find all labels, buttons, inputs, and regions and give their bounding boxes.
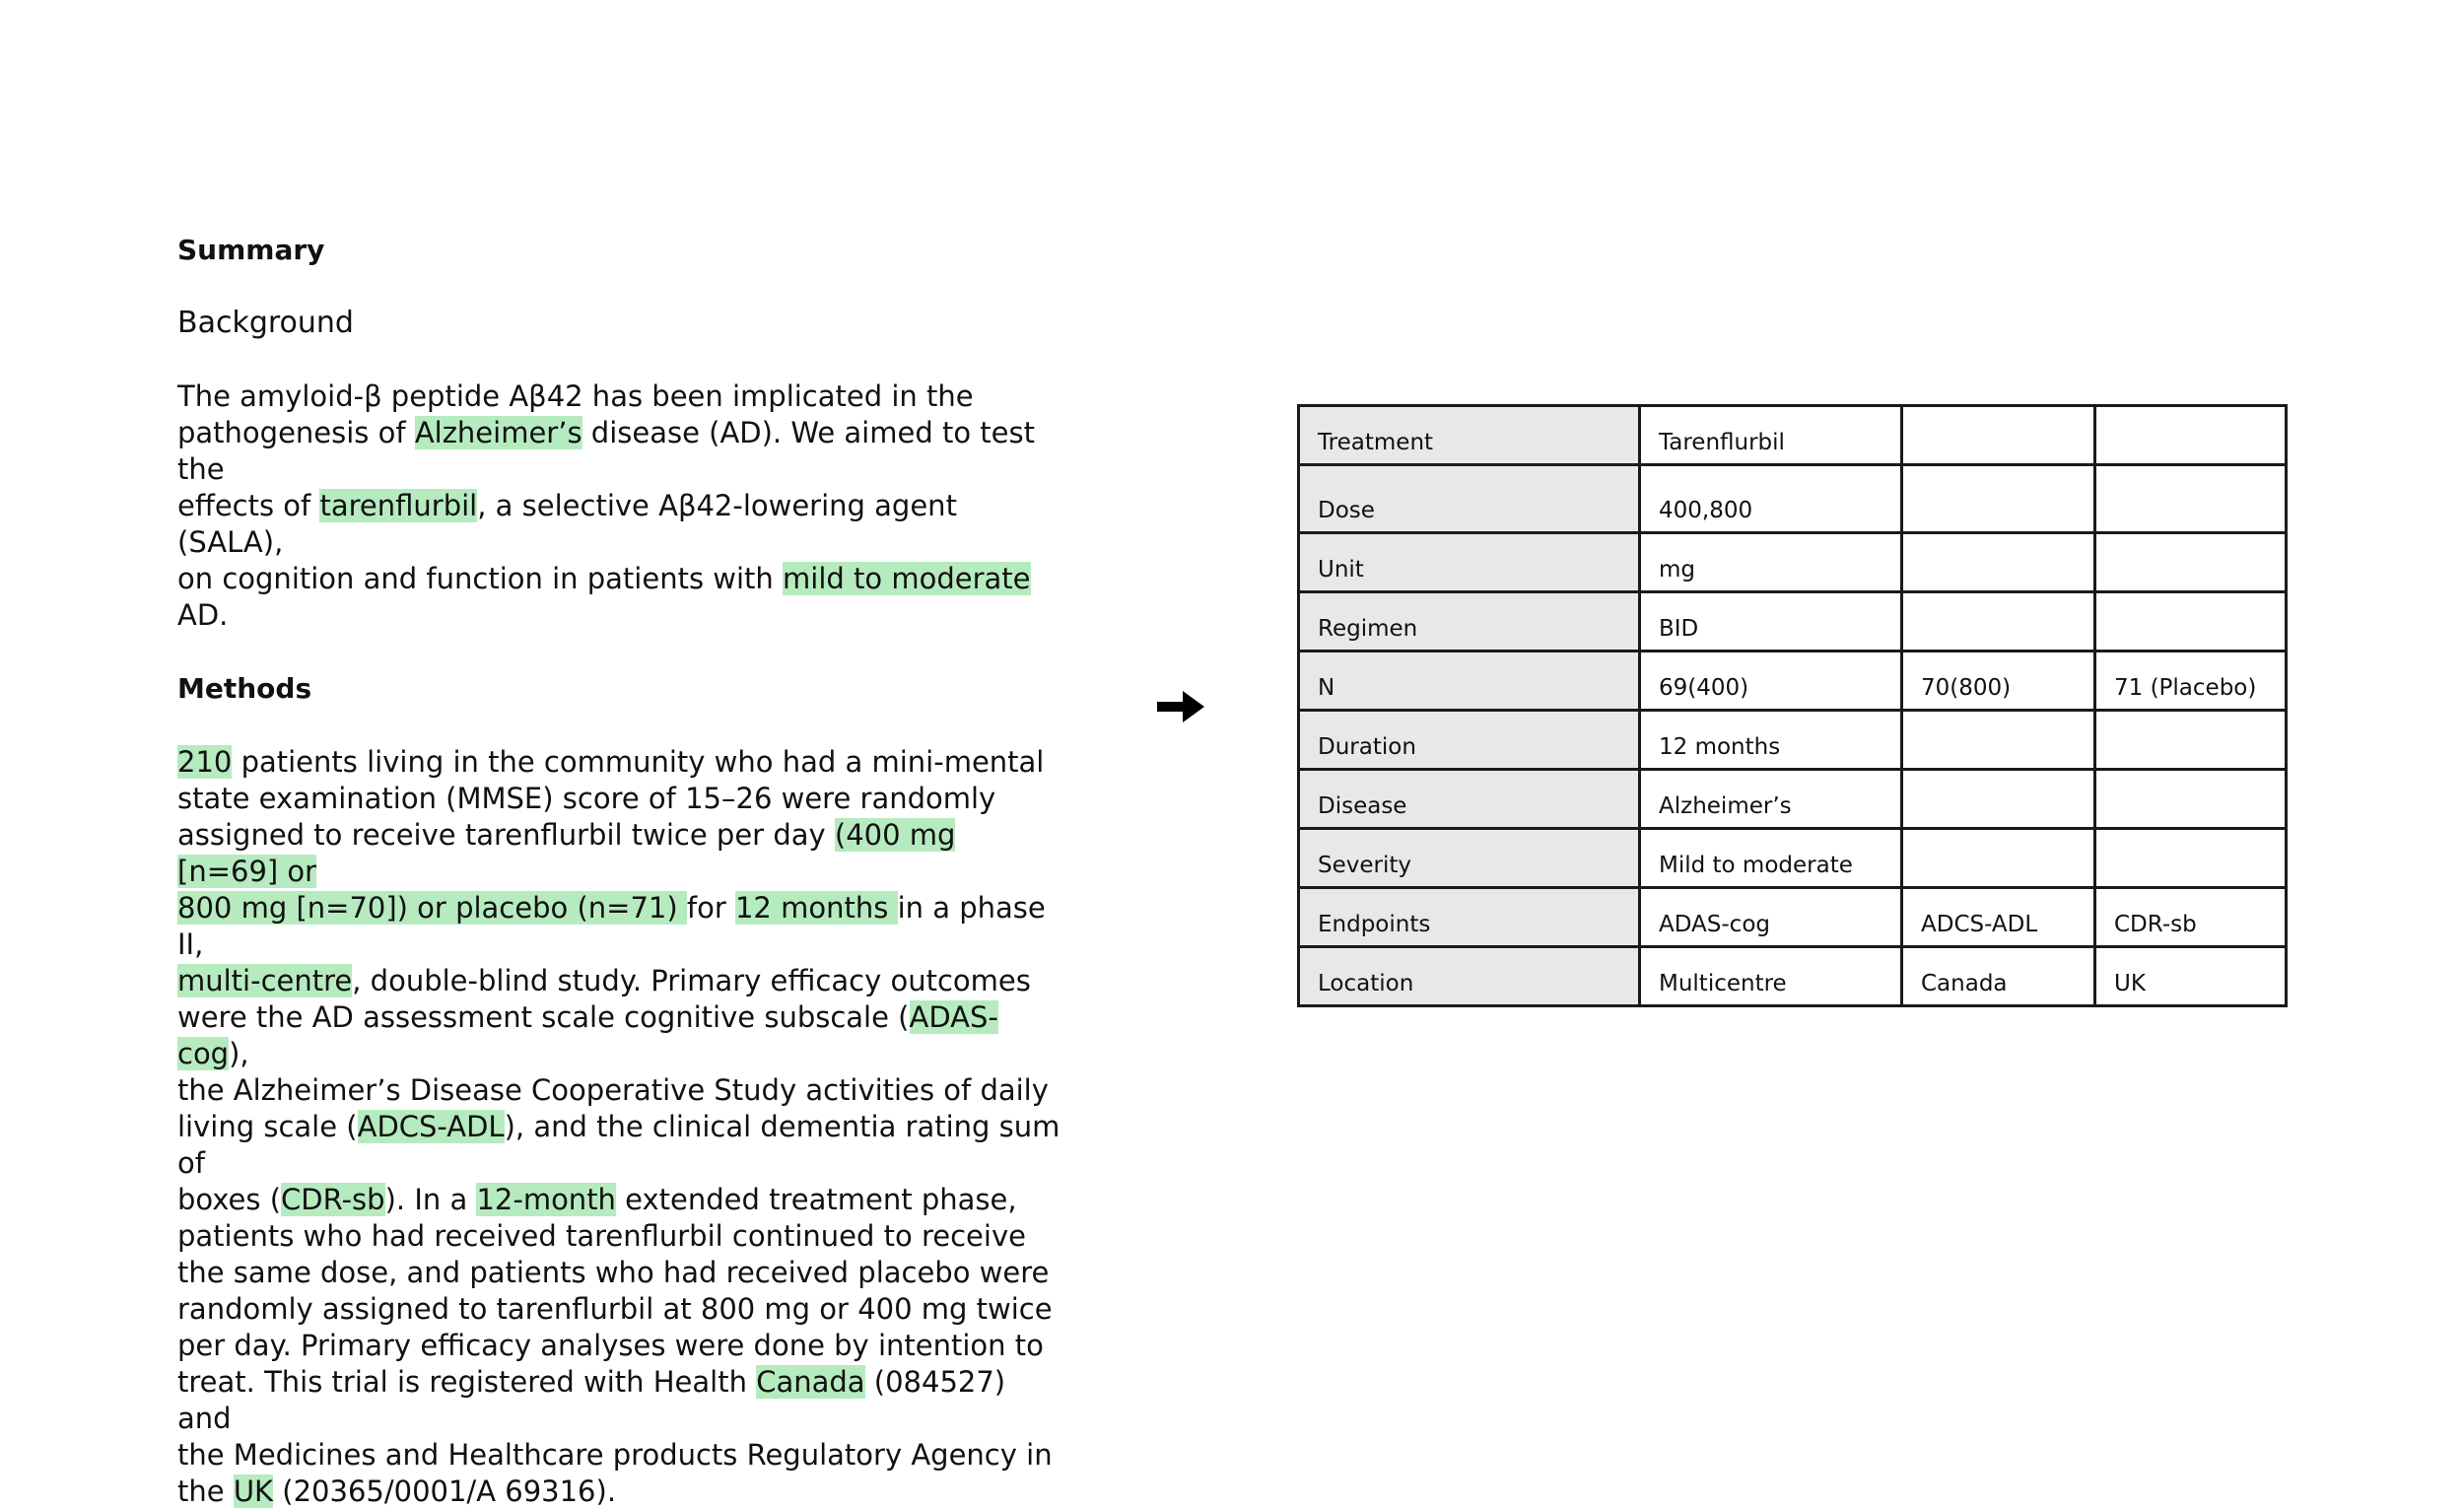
text-line [177, 1072, 1064, 1109]
text-segment: patients who had received tarenflurbil continued to receive [177, 1219, 1026, 1253]
methods-paragraph [177, 744, 1064, 1510]
text-segment: randomly assigned to tarenflurbil at 800 mg or 400 mg twice [177, 1292, 1053, 1326]
row-label-cell: Regimen [1299, 592, 1640, 652]
value-cell [1902, 770, 2095, 829]
text-segment: (20365/0001/A 69316). [273, 1475, 617, 1508]
text-line [177, 1437, 1064, 1474]
highlighted-phrase: 12-month [476, 1183, 616, 1216]
value-cell [2095, 770, 2287, 829]
text-segment: effects of [177, 489, 320, 522]
text-segment: state examination (MMSE) score of 15–26 were randomly [177, 782, 996, 815]
text-line [177, 1255, 1064, 1291]
value-cell: ADAS-cog [1640, 888, 1902, 947]
value-cell [2095, 533, 2287, 592]
row-label-cell: Endpoints [1299, 888, 1640, 947]
text-segment: in a phase II, [177, 891, 1046, 961]
table-row [1299, 592, 2287, 652]
table-row [1299, 888, 2287, 947]
value-cell [2095, 711, 2287, 770]
highlighted-phrase: ADAS-cog [177, 1000, 998, 1070]
text-segment: per day. Primary efficacy analyses were done by intention to [177, 1329, 1044, 1362]
text-line [177, 415, 1064, 488]
row-label-cell: N [1299, 652, 1640, 711]
text-segment: living scale ( [177, 1110, 358, 1143]
text-line [177, 1291, 1064, 1328]
value-cell [1902, 829, 2095, 888]
text-line [177, 1364, 1064, 1437]
text-line [177, 999, 1064, 1072]
row-label-cell: Location [1299, 947, 1640, 1006]
row-label-cell: Dose [1299, 465, 1640, 533]
text-segment: for [686, 891, 735, 925]
background-heading: Background [177, 306, 354, 340]
table-row [1299, 533, 2287, 592]
table-row [1299, 711, 2287, 770]
row-label-cell: Treatment [1299, 406, 1640, 465]
highlighted-phrase: ADCS-ADL [357, 1110, 505, 1143]
text-segment: the [177, 1475, 234, 1508]
text-segment: ), [229, 1037, 249, 1070]
text-segment: ), and the clinical dementia rating sum of [177, 1110, 1061, 1180]
table-row [1299, 652, 2287, 711]
value-cell: Alzheimer’s [1640, 770, 1902, 829]
table-row [1299, 406, 2287, 465]
text-segment: disease (AD). We aimed to test the [177, 416, 1035, 486]
summary-heading: Summary [177, 234, 325, 266]
text-segment: the Alzheimer’s Disease Cooperative Study activities of daily [177, 1073, 1049, 1107]
text-line [177, 1182, 1064, 1218]
text-line [177, 1328, 1064, 1364]
text-segment: extended treatment phase, [615, 1183, 1017, 1216]
text-segment: The amyloid-β peptide Aβ42 has been implicated in the [177, 379, 974, 413]
row-label-cell: Severity [1299, 829, 1640, 888]
value-cell: Mild to moderate [1640, 829, 1902, 888]
table-row [1299, 829, 2287, 888]
text-segment: the same dose, and patients who had received placebo were [177, 1256, 1050, 1289]
text-segment: were the AD assessment scale cognitive subscale ( [177, 1000, 910, 1034]
value-cell: Multicentre [1640, 947, 1902, 1006]
value-cell [1902, 533, 2095, 592]
text-line [177, 781, 1064, 817]
methods-heading: Methods [177, 672, 312, 705]
highlighted-phrase: multi-centre [177, 964, 353, 997]
value-cell: 12 months [1640, 711, 1902, 770]
background-paragraph [177, 378, 1064, 634]
text-line [177, 817, 1064, 890]
highlighted-phrase: Canada [756, 1365, 865, 1399]
row-label-cell: Unit [1299, 533, 1640, 592]
highlighted-phrase: 12 months [734, 891, 898, 925]
text-line [177, 378, 1064, 415]
table-row [1299, 770, 2287, 829]
highlighted-phrase: 800 mg [n=70]) or placebo (n=71) [177, 891, 687, 925]
text-line [177, 963, 1064, 999]
extraction-table [1297, 404, 2288, 1007]
text-segment: treat. This trial is registered with Health [177, 1365, 757, 1399]
value-cell: Canada [1902, 947, 2095, 1006]
text-segment: AD. [177, 598, 229, 632]
text-line [177, 597, 1064, 634]
text-line [177, 890, 1064, 963]
text-line [177, 561, 1064, 597]
value-cell [1902, 592, 2095, 652]
abstract [177, 233, 1064, 1510]
text-segment: on cognition and function in patients with [177, 562, 784, 595]
text-segment: , a selective Aβ42-lowering agent (SALA), [177, 489, 957, 559]
row-label-cell: Disease [1299, 770, 1640, 829]
value-cell: mg [1640, 533, 1902, 592]
text-line [177, 1218, 1064, 1255]
value-cell: 400,800 [1640, 465, 1902, 533]
highlighted-phrase: Alzheimer’s [414, 416, 582, 449]
table-row [1299, 465, 2287, 533]
text-segment: boxes ( [177, 1183, 282, 1216]
text-line [177, 744, 1064, 781]
right-arrow-icon [1155, 685, 1206, 728]
text-segment: the Medicines and Healthcare products Regulatory Agency in [177, 1438, 1053, 1472]
table-row [1299, 947, 2287, 1006]
text-segment: patients living in the community who had a mini-mental [232, 745, 1045, 779]
text-line [177, 488, 1064, 561]
value-cell [2095, 829, 2287, 888]
text-segment: pathogenesis of [177, 416, 415, 449]
value-cell: 71 (Placebo) [2095, 652, 2287, 711]
text-segment: assigned to receive tarenflurbil twice per day [177, 818, 835, 852]
value-cell: 69(400) [1640, 652, 1902, 711]
highlighted-phrase: tarenflurbil [319, 489, 478, 522]
highlighted-phrase: CDR-sb [281, 1183, 385, 1216]
value-cell: 70(800) [1902, 652, 2095, 711]
row-label-cell: Duration [1299, 711, 1640, 770]
highlighted-phrase: UK [233, 1475, 274, 1508]
value-cell [2095, 592, 2287, 652]
highlighted-phrase: mild to moderate [783, 562, 1031, 595]
value-cell [1902, 465, 2095, 533]
highlighted-phrase: (400 mg [n=69] or [177, 818, 956, 888]
highlighted-phrase: 210 [177, 745, 233, 779]
value-cell [1902, 406, 2095, 465]
text-line [177, 1474, 1064, 1510]
value-cell [1902, 711, 2095, 770]
value-cell: Tarenflurbil [1640, 406, 1902, 465]
value-cell: ADCS-ADL [1902, 888, 2095, 947]
text-segment: , double-blind study. Primary efficacy outcomes [352, 964, 1031, 997]
value-cell: BID [1640, 592, 1902, 652]
text-segment: ). In a [384, 1183, 477, 1216]
value-cell: CDR-sb [2095, 888, 2287, 947]
value-cell [2095, 406, 2287, 465]
text-line [177, 1109, 1064, 1182]
value-cell: UK [2095, 947, 2287, 1006]
value-cell [2095, 465, 2287, 533]
text-segment: (084527) and [177, 1365, 1006, 1435]
